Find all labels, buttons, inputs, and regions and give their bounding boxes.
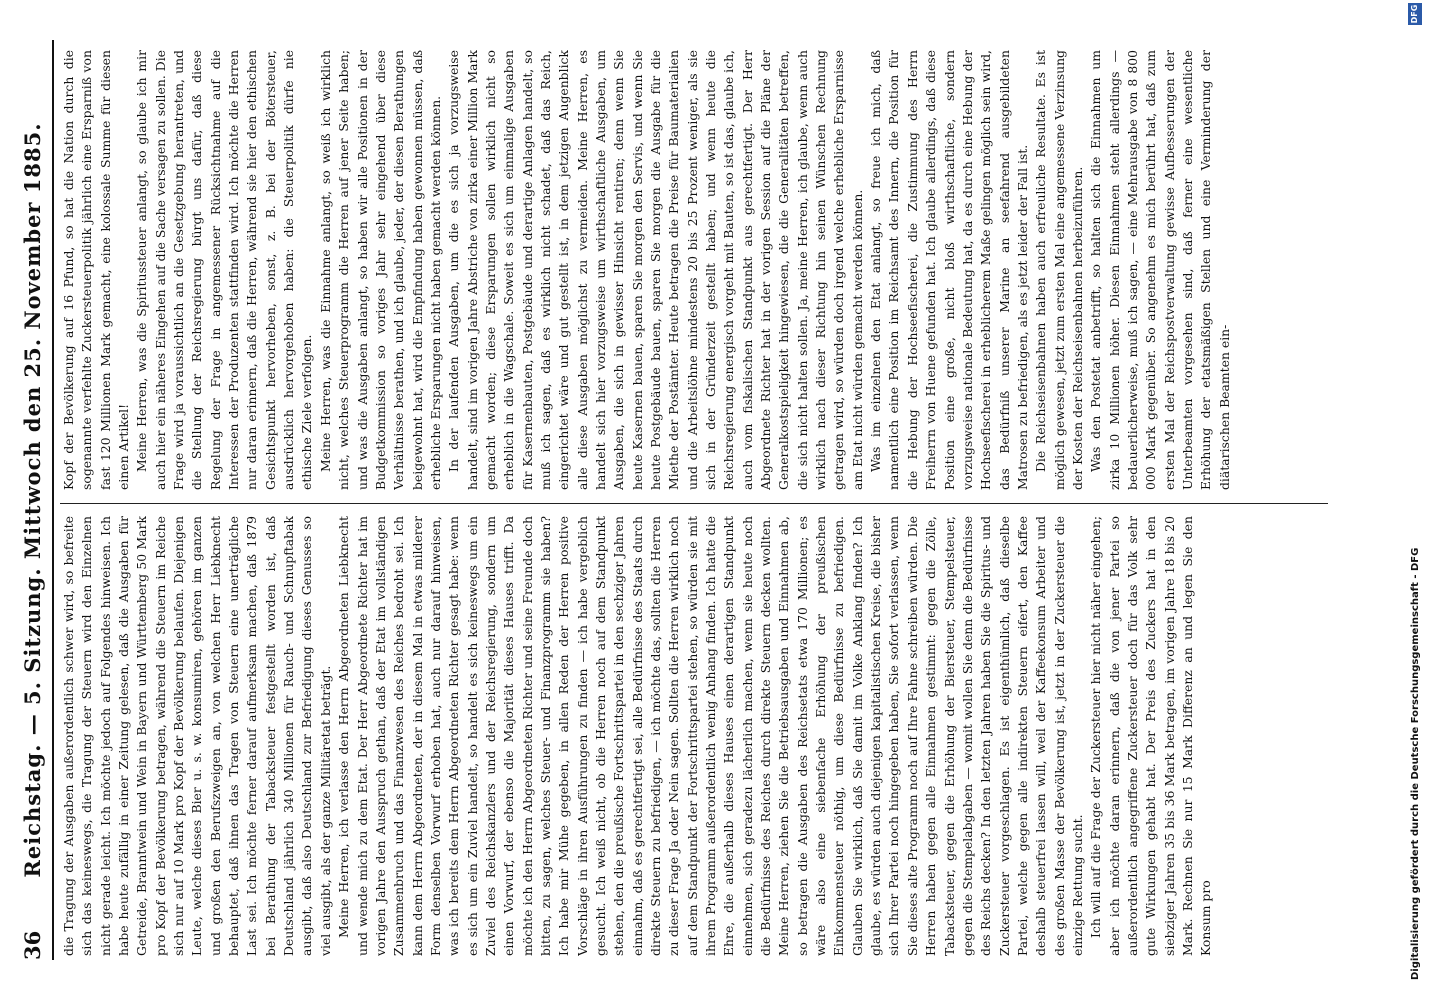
text-column-right: [60, 50, 1328, 490]
text-column-left: [60, 516, 1328, 956]
paragraph: Meine Herren, was die Spiritussteuer anlangt, so glaube ich mir auch hier ein näheres Eingehen auf die Sache versagen zu sollen. Die Frage wird ja voraussichtlich an die Gesetzgebung herantreten, und die Stellung der Reichsregierung bürgt uns dafür, daß diese Regelung der Frage in angemessener Rücksichtnahme auf die Interessen der Produzenten stattfinden wird. Ich möchte die Herren nur daran erinnern, daß die Herren, während sie hier den ethischen Gesichtspunkt hervorheben, sonst, z. B. bei der Bötersteuer, ausdrücklich hervorgehoben haben: die Steuerpolitik dürfe nie ethische Ziele verfolgen.: [134, 50, 315, 490]
page-number: 36: [20, 930, 45, 960]
paragraph: die Tragung der Ausgaben außerordentlich schwer wird, so befreite sich das keineswegs, die Tragung der Steuern wird den Einzelnen nicht gerade leicht. Ich möchte jedoch auf Folgendes hinweisen. Ich habe heute zufällig in einer Zeitung gelesen, daß die Ausgaben für Getreide, Branntwein und Wein in Bayern und Württemberg 50 Mark pro Kopf der Bevölkerung betragen, während die Steuern im Reiche sich nur auf 10 Mark pro Kopf der Bevölkerung belaufen. Diejenigen Leute, welche dieses Bier u. s. w. konsumiren, gehören im ganzen und großen den Berufszweigen an, von welchen Herr Liebknecht behauptet, daß ihnen das Tragen von Steuern eine unerträgliche Last sei. Ich möchte ferner darauf aufmerksam machen, daß 1879 bei Berathung der Tabacksteuer festgestellt worden ist, daß Deutschland jährlich 340 Millionen für Rauch- und Schnupftabak ausgibt, daß also Deutschland zur Befriedigung dieses Genusses so viel ausgibt, als der ganze Militäretat beträgt.: [61, 516, 333, 956]
paragraph: Was im einzelnen den Etat anlangt, so freue ich mich, daß namentlich eine Position im Reichsamt des Innern, die Position für die Hebung der Hochseefischerei, die Zustimmung des Herrn Freiherrn von Huene gefunden hat. Ich glaube allerdings, daß diese Position eine große, nicht bloß wirthschaftliche, sondern vorzugsweise nationale Bedeutung hat, da es durch eine Hebung der Hochseefischerei in erheblicherem Maße gelingen möglich sein wird, das Bedürfniß unserer Marine an seefahrend ausgebildeten Matrosen zu befriedigen, als es jetzt leider der Fall ist.: [868, 50, 1030, 490]
column-divider: [60, 503, 1328, 504]
dfg-logo-icon: DFG: [1408, 3, 1422, 25]
page-header: [18, 40, 54, 960]
paragraph: Die Reichseisenbahnen haben auch erfreuliche Resultate. Es ist möglich gewesen, jetzt zum ersten Mal eine angemessene Verzinsung der Kosten der Reichseisenbahnen herbeizuführen.: [1033, 50, 1085, 490]
paragraph: Kopf der Bevölkerung auf 16 Pfund, so hat die Nation durch die sogenannte verfehlte Zuckersteuerpolitik jährlich eine Ersparniß von fast 120 Millionen Mark gemacht, eine kolossale Summe für diesen einen Artikel!: [61, 50, 132, 490]
page-title: Reichstag. — 5. Sitzung. Mittwoch den 25. November 1885.: [20, 122, 45, 878]
paragraph: Meine Herren, ich verlasse den Herrn Abgeordneten Liebknecht und wende mich zu dem Etat. Der Herr Abgeordnete Richter hat im vorigen Jahre den Ausspruch gethan, daß der Etat im vollständigen Zusammenbruch und das Finanzwesen des Reiches bedroht sei. Ich kann dem Herrn Abgeordneten, der in diesem Mal in etwas milderer Form denselben Vorwurf erhoben hat, auch nur darauf hinweisen, was ich bereits dem Herrn Abgeordneten Richter gesagt habe: wenn es sich um ein Zuviel handelt, so handelt es sich keineswegs um ein Zuviel des Reichskanzlers und der Reichsregierung, sondern um einen Vorwurf, der ebenso die Majorität dieses Hauses trifft. Da möchte ich den Herrn Abgeordneten Richter und seine Freunde doch bitten, zu sagen, welches Steuer- und Finanzprogramm sie haben? Ich habe mir Mühe gegeben, in allen Reden der Herren positive Vorschläge in ihren Ausführungen zu finden — ich habe vergeblich gesucht. Ich weiß nicht, ob die Herren noch auf dem Standpunkt stehen, den die preußische Fortschrittspartei in den sechziger Jahren einnahm, daß es gerechtfertigt sei, alle Bedürfnisse des Staats durch direkte Steuern zu befriedigen, — ich möchte das, sollten die Herren zu dieser Frage Ja oder Nein sagen. Sollten die Herren wirklich noch auf dem Standpunkt der Fortschrittspartei stehen, so würden sie mit ihrem Programm außerordentlich wenig Anhang finden. Ich hatte die Ehre, die außerhalb dieses Hauses einen derartigen Standpunkt einnehmen, sich geradezu lächerlich machen, wenn sie heute noch die Bedürfnisse des Reiches durch direkte Steuern decken wollten. Meine Herren, ziehen Sie die Betriebsausgaben und Einnahmen ab, so betragen die Ausgaben des Reichsetats etwa 170 Millionen; es wäre also eine siebenfache Erhöhung der preußischen Einkommensteuer nöthig, um diese Bedürfnisse zu befriedigen. Glauben Sie wirklich, daß Sie damit im Volke Anklang finden? Ich glaube, es würden auch diejenigen kapitalistischen Kreise, die bisher sich Ihrer Partei noch hingegeben haben, Sie sofort verlassen, wenn Sie dieses alte Programm noch auf Ihre Fahne schreiben würden. Die Herren haben gegen alle Einnahmen gestimmt: gegen die Zölle, Tabacksteuer, gegen die Erhöhung der Biersteuer, Stempelsteuer, gegen die Stempelabgaben — womit wollen Sie denn die Bedürfnisse des Reichs decken? In den letzten Jahren haben Sie die Spiritus- und Zuckersteuer vorgeschlagen. Es ist eigenthümlich, daß dieselbe Partei, welche gegen alle indirekten Steuern eifert, den Kaffee deshalb steuerfrei lassen will, weil der Kaffeekonsum Arbeiter und des großen Masse der Bevölkerung ist, jetzt in der Zuckersteuer die einzige Rettung sucht.: [336, 516, 1085, 956]
paragraph: Meine Herren, was die Einnahme anlangt, so weiß ich wirklich nicht, welches Steuerprogramm die Herren auf jener Seite haben; und was die Ausgaben anlangt, so haben wir alle Positionen in der Budgetkommission so voriges Jahr sehr eingehend über diese Verhältnisse berathen, und ich glaube, jeder, der diesen Berathungen beigewohnt hat, wird die Empfindung haben gewonnen müssen, daß erhebliche Ersparungen nicht haben gemacht werden können.: [317, 50, 443, 490]
paragraph: Was den Postetat anbetrifft, so halten sich die Einnahmen um zirka 10 Millionen höher. Diesen Einnahmen steht allerdings — bedauerlicherweise, muß ich sagen, — eine Mehrausgabe von 8 800 000 Mark gegenüber. So angenehm es mich berührt hat, daß zum ersten Mal der Reichspostverwaltung gewisse Aufbesserungen der Unterbeamten vorgesehen sind, daß ferner eine wesentliche Erhöhung der etatsmäßigen Stellen und eine Verminderung der diätarischen Beamten ein-: [1088, 50, 1232, 490]
digitization-credit: Digitalisierung gefördert durch die Deutsche Forschungsgemeinschaft - DFG: [1410, 547, 1421, 980]
paragraph: In der laufenden Ausgaben, um die es sich ja vorzugsweise handelt, sind im vorigen Jahre Abstriche von zirka einer Million Mark gemacht worden; diese Ersparungen sollen wirklich nicht so erheblich in die Wagschale. Soweit es sich um einmalige Ausgaben für Kasernenbauten, Postgebäude und derartige Anlagen handelt, so muß ich sagen, daß es wirklich nicht schadet, daß das Reich, eingerichtet wäre und gut gestellt ist, in dem jetzigen Augenblick alle diese Ausgaben möglichst zu vermeiden. Meine Herren, es handelt sich hier vorzugsweise um wirthschaftliche Ausgaben, um Ausgaben, die sich in gewisser Hinsicht rentiren; denn wenn Sie heute Kasernen bauen, sparen Sie morgen den Servis, und wenn Sie heute Postgebäude bauen, sparen Sie morgen die Ausgabe für die Miethe der Postämter. Heute betragen die Preise für Baumaterialien und die Arbeitslöhne mindestens 20 bis 25 Prozent weniger, als sie sich in der Gründerzeit gestellt haben; und wenn heute die Reichsregierung energisch vorgeht mit Bauten, so ist das, glaube ich, auch vom fiskalischen Standpunkt aus gerechtfertigt. Der Herr Abgeordnete Richter hat in der vorigen Session auf die Pläne der Generalkostspieligkeit hingewiesen, die die Generalitäten betreffen, die sich nicht halten sollen. Ja, meine Herren, ich glaube, wenn auch wirklich nach dieser Richtung hin seinen Wünschen Rechnung getragen wird, so würden doch irgend welche erhebliche Ersparnisse am Etat nicht würden gemacht werden können.: [446, 50, 865, 490]
paragraph: Ich will auf die Frage der Zuckersteuer hier nicht näher eingehen; aber ich möchte daran erinnern, daß die von jener Partei so außerordentlich angegriffene Zuckersteuer doch für das Volk sehr gute Wirkungen gehabt hat. Der Preis des Zuckers hat in den siebziger Jahren 35 bis 36 Mark betragen, im vorigen Jahre 18 bis 20 Mark. Rechnen Sie nur 15 Mark Differenz an und legen Sie den Konsum pro: [1088, 516, 1214, 956]
